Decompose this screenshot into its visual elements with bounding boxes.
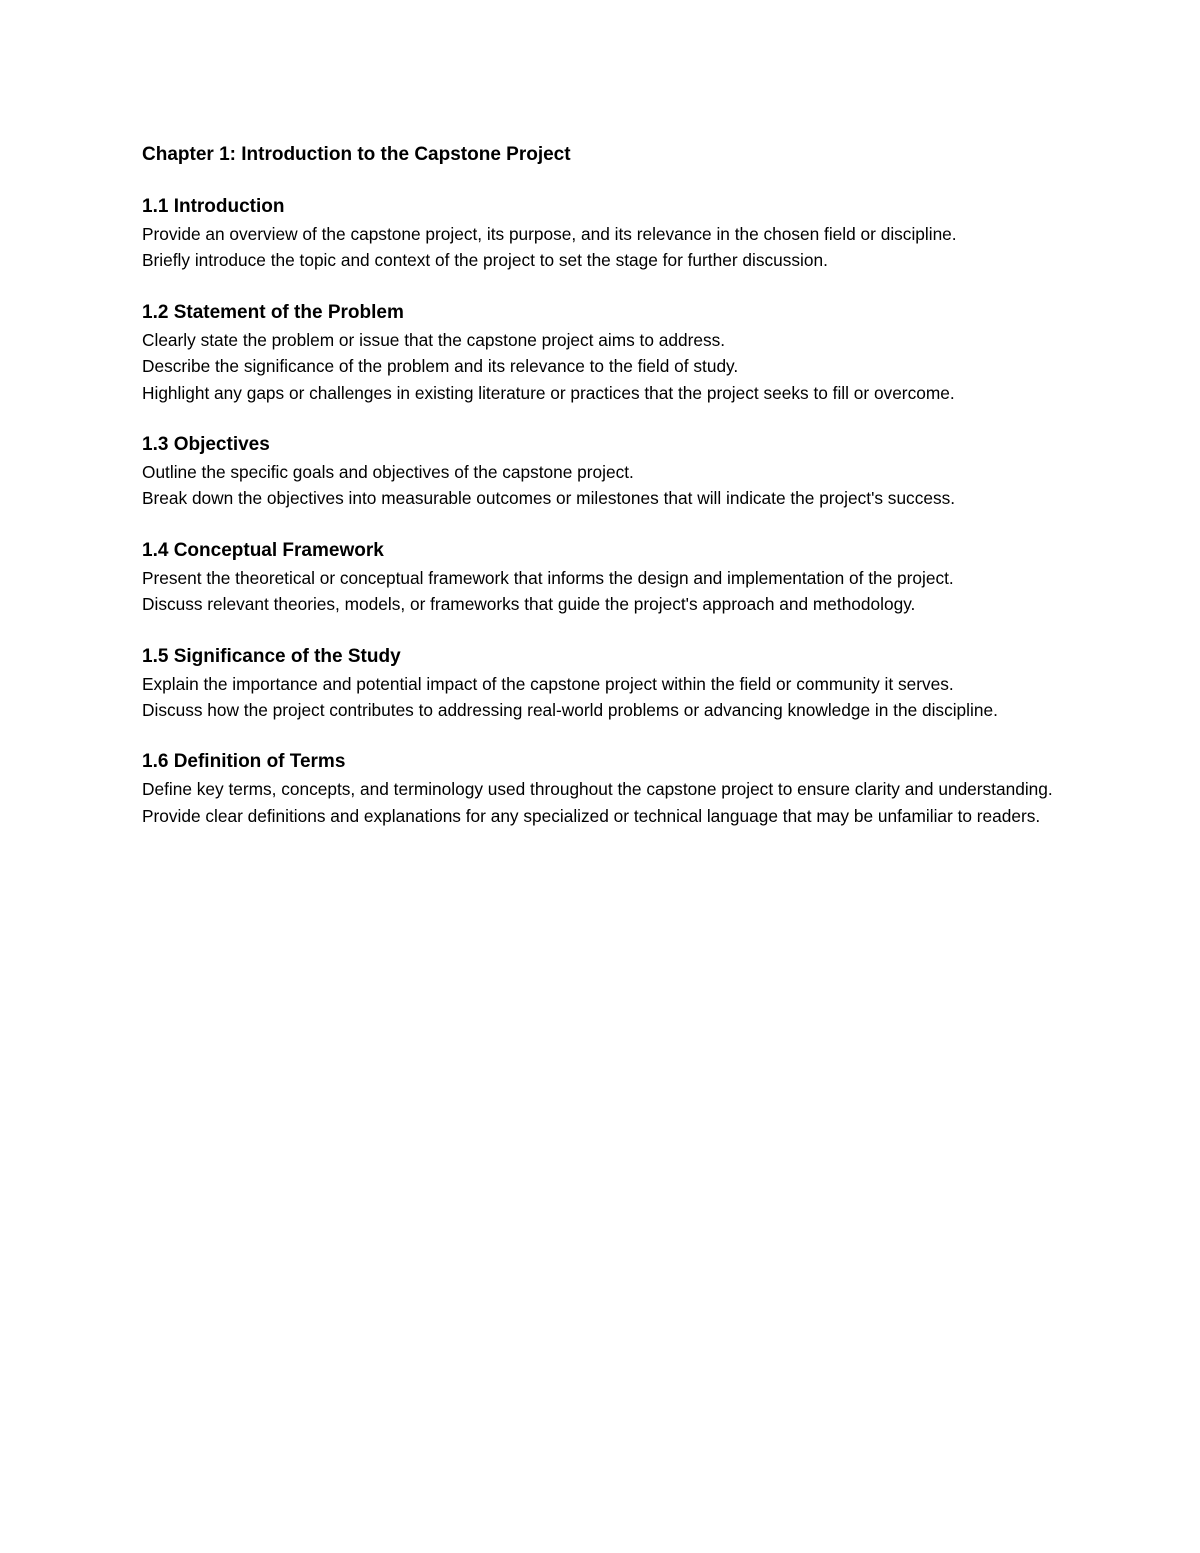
section-paragraph: Briefly introduce the topic and context of the project to set the stage for further discussion. xyxy=(142,250,828,271)
section-heading: 1.5 Significance of the Study xyxy=(142,645,401,667)
section-introduction xyxy=(142,193,1057,274)
section-conceptual-framework xyxy=(142,537,1057,618)
section-heading: 1.1 Introduction xyxy=(142,196,285,217)
section-paragraph: Define key terms, concepts, and terminology used throughout the capstone project to ensure clarity and understanding. xyxy=(142,779,1053,800)
section-statement-of-problem xyxy=(142,299,1057,406)
section-paragraph: Discuss how the project contributes to addressing real-world problems or advancing knowledge in the discipline. xyxy=(142,700,998,721)
section-paragraph: Describe the significance of the problem and its relevance to the field of study. xyxy=(142,356,739,377)
section-heading: 1.4 Conceptual Framework xyxy=(142,539,384,561)
section-paragraph: Highlight any gaps or challenges in existing literature or practices that the project seeks to fill or overcome. xyxy=(142,382,955,403)
section-paragraph: Explain the importance and potential impact of the capstone project within the field or community it serves. xyxy=(142,673,954,694)
section-heading: 1.6 Definition of Terms xyxy=(142,751,346,773)
section-paragraph: Clearly state the problem or issue that the capstone project aims to address. xyxy=(142,329,726,350)
document-page xyxy=(142,141,1057,854)
section-definition-of-terms xyxy=(142,748,1057,829)
section-objectives xyxy=(142,431,1057,512)
section-paragraph: Outline the specific goals and objectives of the capstone project. xyxy=(142,462,634,483)
section-paragraph: Discuss relevant theories, models, or frameworks that guide the project's approach and methodology. xyxy=(142,594,916,615)
section-paragraph: Break down the objectives into measurable outcomes or milestones that will indicate the project's success. xyxy=(142,488,956,509)
section-paragraph: Present the theoretical or conceptual framework that informs the design and implementation of the project. xyxy=(142,567,954,588)
section-heading: 1.2 Statement of the Problem xyxy=(142,301,404,323)
section-heading: 1.3 Objectives xyxy=(142,434,270,456)
section-paragraph: Provide an overview of the capstone project, its purpose, and its relevance in the chosen field or discipline. xyxy=(142,224,957,244)
section-significance-of-study xyxy=(142,643,1057,724)
section-paragraph: Provide clear definitions and explanations for any specialized or technical language that may be unfamiliar to readers. xyxy=(142,805,1041,826)
chapter-title: Chapter 1: Introduction to the Capstone Project xyxy=(142,144,571,165)
